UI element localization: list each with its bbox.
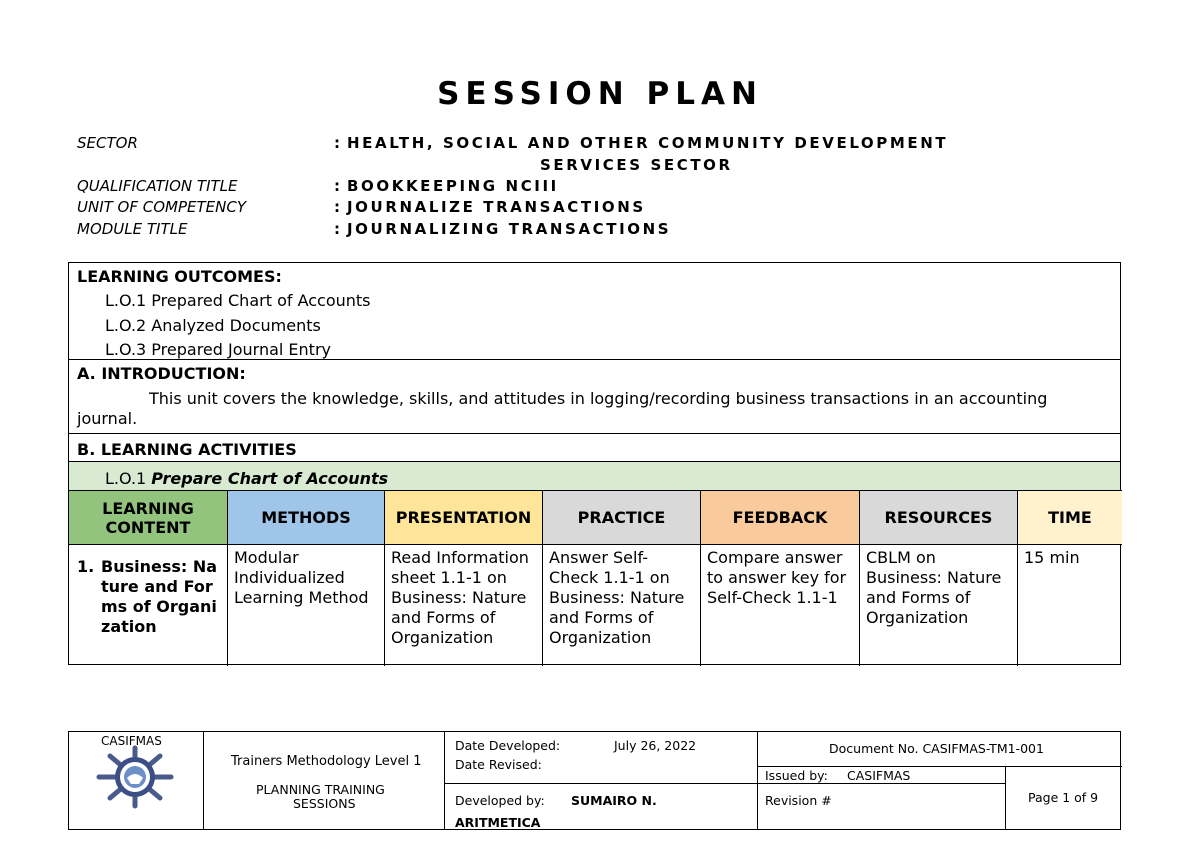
issued-by-value: CASIFMAS <box>847 768 911 783</box>
unit-colon: : <box>334 198 340 216</box>
qualification-value: BOOKKEEPING NCIII <box>347 177 559 195</box>
cell-presentation: Read Information sheet 1.1-1 on Business: Nature and Forms of Organization <box>385 544 543 666</box>
sector-label: SECTOR <box>77 134 138 152</box>
learning-outcome-item: L.O.1 Prepared Chart of Accounts <box>105 291 371 310</box>
introduction-text-line2: journal. <box>77 409 138 428</box>
lo1-title: Prepare Chart of Accounts <box>151 469 389 488</box>
methodology-text: Trainers Methodology Level 1 <box>231 754 422 769</box>
session-table <box>68 262 1121 665</box>
date-revised-label: Date Revised: <box>455 757 542 772</box>
learning-outcome-item: L.O.3 Prepared Journal Entry <box>105 340 331 359</box>
col-methods: METHODS <box>228 490 385 544</box>
qualification-colon: : <box>334 177 340 195</box>
document-footer <box>68 731 1121 830</box>
cell-resources: CBLM on Business: Nature and Forms of Organization <box>860 544 1018 666</box>
planning-line2: SESSIONS <box>293 796 356 811</box>
sector-colon: : <box>334 134 340 152</box>
revision-label: Revision # <box>765 793 832 808</box>
sector-value-line2: SERVICES SECTOR <box>540 156 733 174</box>
learning-outcomes-heading: LEARNING OUTCOMES: <box>77 267 282 286</box>
learning-activities-heading: B. LEARNING ACTIVITIES <box>77 440 297 459</box>
page-title: SESSION PLAN <box>437 76 763 112</box>
lo1-heading <box>105 469 388 488</box>
qualification-label: QUALIFICATION TITLE <box>77 177 238 195</box>
divider <box>69 359 1120 360</box>
footer-divider <box>203 732 204 829</box>
developed-by-value-line2: ARITMETICA <box>455 815 541 830</box>
developed-by-value: SUMAIRO N. <box>571 793 657 808</box>
introduction-text: This unit covers the knowledge, skills, and attitudes in logging/recording business transactions in an accounting <box>149 389 1048 408</box>
col-time: TIME <box>1018 490 1122 544</box>
logo-text: CASIFMAS <box>101 734 162 748</box>
divider <box>69 461 1120 462</box>
col-feedback: FEEDBACK <box>701 490 860 544</box>
col-resources: RESOURCES <box>860 490 1018 544</box>
col-practice: PRACTICE <box>543 490 701 544</box>
module-value: JOURNALIZING TRANSACTIONS <box>347 220 672 238</box>
footer-divider <box>444 732 445 829</box>
cell-time: 15 min <box>1018 544 1122 666</box>
lo1-prefix: L.O.1 <box>105 469 152 488</box>
content-number: 1. <box>77 557 95 576</box>
issued-by-label: Issued by: <box>765 768 828 783</box>
unit-value: JOURNALIZE TRANSACTIONS <box>347 198 646 216</box>
date-developed-label: Date Developed: <box>455 738 561 753</box>
date-developed-value: July 26, 2022 <box>614 738 697 753</box>
unit-label: UNIT OF COMPETENCY <box>77 198 246 216</box>
introduction-heading: A. INTRODUCTION: <box>77 364 246 383</box>
cell-feedback: Compare answer to answer key for Self-Check 1.1-1 <box>701 544 860 666</box>
page-number: Page 1 of 9 <box>1028 790 1099 805</box>
footer-divider <box>1005 766 1006 830</box>
footer-divider <box>444 783 757 784</box>
module-label: MODULE TITLE <box>77 220 188 238</box>
col-learning-content: LEARNING CONTENT <box>69 490 228 544</box>
footer-divider <box>757 766 1122 767</box>
col-presentation: PRESENTATION <box>385 490 543 544</box>
learning-outcome-item: L.O.2 Analyzed Documents <box>105 316 321 335</box>
footer-divider <box>757 732 758 829</box>
casifmas-logo-icon <box>93 744 177 810</box>
module-colon: : <box>334 220 340 238</box>
developed-by-label: Developed by: <box>455 793 545 808</box>
planning-line1: PLANNING TRAINING <box>256 782 385 797</box>
cell-learning-content <box>69 544 228 666</box>
cell-practice: Answer Self-Check 1.1-1 on Business: Nature and Forms of Organization <box>543 544 701 666</box>
sector-value: HEALTH, SOCIAL AND OTHER COMMUNITY DEVELOPMENT <box>347 134 949 152</box>
footer-divider <box>757 783 1005 784</box>
divider <box>69 433 1120 434</box>
content-text: Business: Nature and Forms of Organization <box>101 557 218 636</box>
cell-methods: Modular Individualized Learning Method <box>228 544 385 666</box>
document-number: Document No. CASIFMAS-TM1-001 <box>829 741 1044 756</box>
